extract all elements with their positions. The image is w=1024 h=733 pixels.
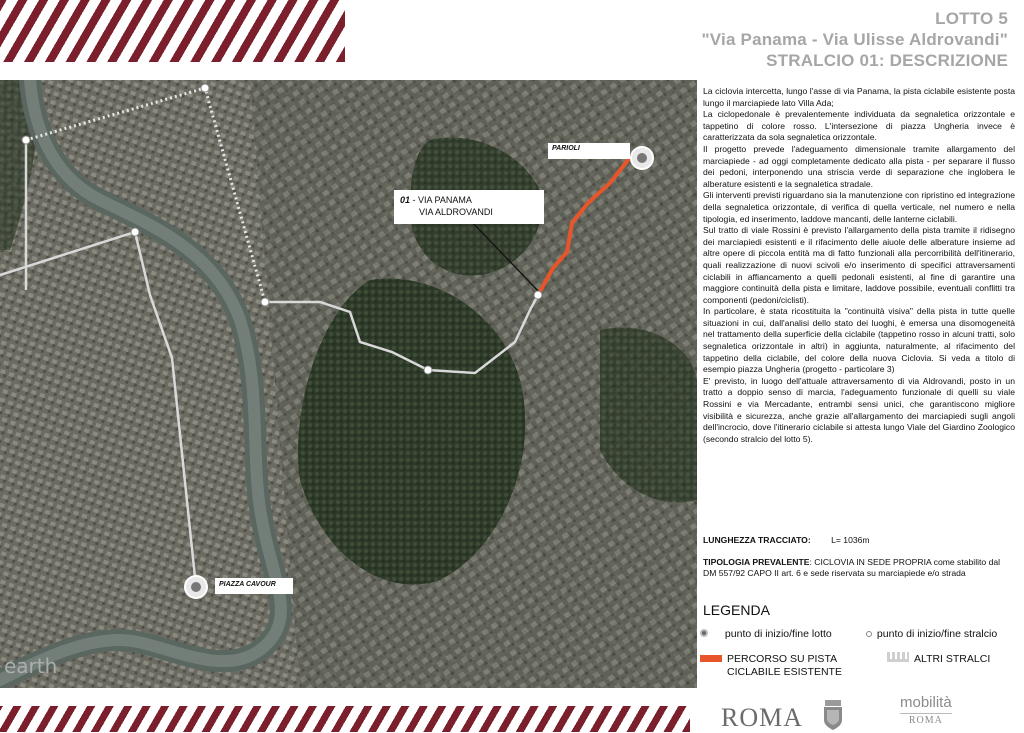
lotto-point-icon: [700, 629, 708, 637]
legend-item-existing-path: PERCORSO SU PISTA CICLABILE ESISTENTE: [727, 653, 842, 678]
title-stralcio: STRALCIO 01: DESCRIZIONE: [766, 51, 1008, 70]
mobilita-text: mobilità: [900, 694, 952, 711]
legend-item-other-sections: ALTRI STRALCI: [914, 653, 991, 665]
route-line1: - VIA PANAMA: [410, 195, 472, 205]
legend-item-stralcio: [866, 628, 997, 641]
existing-path-swatch-icon: [700, 655, 722, 662]
typology-info: [703, 557, 1015, 579]
footer-stripes: [0, 706, 690, 732]
other-sections-swatch-icon: [887, 652, 909, 662]
roma-logo: ROMA: [721, 703, 804, 732]
title-lotto: LOTTO 5: [935, 9, 1008, 28]
description-paragraph: Gli interventi previsti riguardano sia la manutenzione con ripristino ed integrazione della segnaletica orizzontale, di verifica di quella verticale, nel numero e nella tipologia, ed inserimento, laddove mancanti, delle lanterne ciclabili.: [703, 190, 1015, 224]
header-stripes: [0, 0, 345, 62]
description-text: [703, 86, 1015, 445]
length-info: [703, 535, 870, 545]
legend-item-lotto-label: punto di inizio/fine lotto: [724, 628, 832, 640]
map-drawing: [0, 80, 697, 688]
description-paragraph: Sul tratto di viale Rossini è previsto l'allargamento della pista tramite il ridisegno dei marciapiedi esistenti e il rifacimento delle aiuole delle alberature insieme ad altre opere di piccola entità ma di fatto funzionali alla percorribilità dell'itinerario, quali realizzazione di nuovi scivoli e/o inserimento di specifici attraversamenti ciclabili in affiancamento a quelli pedonali esistenti, al fine di garantire una maggiore continuità della pista e limitare, laddove possibile, eventuali conflitti tra componenti (pedoni/ciclisti).: [703, 225, 1015, 305]
route-label: [394, 190, 544, 224]
typology-value: : CICLOVIA IN SEDE PROPRIA come stabilito dal DM 557/92 CAPO II art. 6 e sede riservata su marciapiede e/o strada: [703, 557, 1001, 578]
piazza-cavour-label: PIAZZA CAVOUR: [215, 578, 293, 594]
satellite-map[interactable]: [0, 80, 697, 688]
route-number: 01: [400, 195, 411, 205]
mobilita-logo: [900, 694, 952, 726]
length-label: LUNGHEZZA TRACCIATO:: [703, 535, 811, 545]
legend-item-lotto: [700, 628, 832, 641]
legend-title: LEGENDA: [703, 602, 770, 618]
typology-label: TIPOLOGIA PREVALENTE: [703, 557, 810, 567]
title-route: "Via Panama - Via Ulisse Aldrovandi": [701, 30, 1008, 49]
description-paragraph: E' previsto, in luogo dell'attuale attraversamento di via Aldrovandi, posto in un tratto a doppio senso di marcia, l'adeguamento funzionale di quelli su viale Rossini e via Mercadante, entrambi sensi unici, che garantiscono migliore visibilità e sicurezza, anche grazie all'allargamento dei marciapiedi sugli angoli dell'incrocio, dove l'itinerario ciclabile si attesta lungo Viale del Giardino Zoologico (secondo stralcio del lotto 5).: [703, 375, 1015, 444]
stralcio-point-icon: [866, 631, 872, 637]
description-paragraph: In particolare, è stata ricostituita la "continuità visiva" della pista in tutte quelle situazioni in cui, dall'analisi dello stato dei luoghi, è emersa una disomogeneità nel trattamento della superficie della ciclabile (tappetino rosso in alcuni tratti, solo segnaletica orizzontale in altri) in aggiunta, naturalmente, al rifacimento del tappetino della ciclabile, del colore della nuova Ciclovia. Si veda a titolo di esempio piazza Ungheria (progetto - particolare 3): [703, 306, 1015, 375]
page-title: [702, 8, 1008, 71]
description-paragraph: Il progetto prevede l'adeguamento dimensionale tramite allargamento del marciapiede - ad oggi completamente dedicato alla pista - per separare il flusso dei pedoni, interponendo una striscia verde di separazione che inglobera le alberature esistenti e la segnaletica stradale.: [703, 143, 1015, 189]
parioli-label: PARIOLI: [548, 143, 630, 159]
description-paragraph: La ciclopedonale è prevalentemente individuata da segnaletica orizzontale e tappetino di colore rosso. L'intersezione di piazza Ungheria invece è caratterizzata da sola segnaletica orizzontale.: [703, 109, 1015, 143]
legend-item-stralcio-label: punto di inizio/fine stralcio: [876, 628, 998, 640]
length-value: L= 1036m: [831, 535, 870, 545]
mobilita-sub: ROMA: [900, 713, 952, 726]
roma-crest-icon: [822, 700, 844, 730]
route-line2: VIA ALDROVANDI: [419, 207, 493, 217]
map-watermark: earth: [4, 654, 58, 678]
description-paragraph: La ciclovia intercetta, lungo l'asse di via Panama, la pista ciclabile esistente posta lungo il marciapiede lato Villa Ada;: [703, 86, 1015, 108]
